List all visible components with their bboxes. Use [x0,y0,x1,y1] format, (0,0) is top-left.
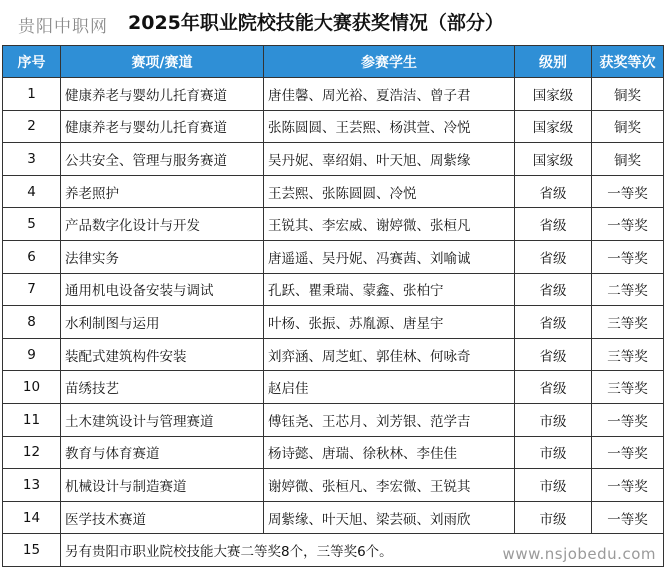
row-index-cell: 5 [3,208,61,241]
event-cell: 苗绣技艺 [61,371,264,404]
students-cell: 赵启佳 [264,371,515,404]
table-row [3,78,664,111]
level-cell: 市级 [515,436,592,469]
level-cell: 市级 [515,469,592,502]
table-row [3,240,664,273]
students-cell: 谢婷微、张桓凡、李宏微、王锐其 [264,469,515,502]
award-cell: 一等奖 [592,469,664,502]
award-cell: 一等奖 [592,436,664,469]
column-header-level: 级别 [515,46,592,78]
row-index-cell: 10 [3,371,61,404]
awards-table [2,45,664,567]
event-cell: 装配式建筑构件安装 [61,338,264,371]
students-cell: 傅钰尧、王芯月、刘芳银、范学吉 [264,403,515,436]
students-cell: 唐遥遥、吴丹妮、冯赛茜、刘喻诚 [264,240,515,273]
award-cell: 一等奖 [592,501,664,534]
table-header-row [3,46,664,78]
row-index-cell: 3 [3,143,61,176]
award-cell: 三等奖 [592,338,664,371]
table-row [3,501,664,534]
url-watermark: www.nsjobedu.com [502,545,656,563]
row-index-cell: 4 [3,175,61,208]
award-cell: 一等奖 [592,175,664,208]
level-cell: 省级 [515,240,592,273]
award-cell: 一等奖 [592,240,664,273]
event-cell: 土木建筑设计与管理赛道 [61,403,264,436]
table-body [3,78,664,567]
row-index-cell: 12 [3,436,61,469]
table-row [3,371,664,404]
students-cell: 刘弈涵、周芝虹、郭佳林、何咏奇 [264,338,515,371]
level-cell: 国家级 [515,78,592,111]
award-cell: 一等奖 [592,208,664,241]
table-row [3,143,664,176]
students-cell: 叶杨、张振、苏胤源、唐星宇 [264,306,515,339]
award-cell: 三等奖 [592,371,664,404]
level-cell: 省级 [515,306,592,339]
students-cell: 张陈圆圆、王芸熙、杨淇萱、冷悦 [264,110,515,143]
table-row [3,469,664,502]
column-header-students: 参赛学生 [264,46,515,78]
column-header-index: 序号 [3,46,61,78]
table-row [3,273,664,306]
event-cell: 法律实务 [61,240,264,273]
site-watermark: 贵阳中职网 [18,17,108,37]
event-cell: 产品数字化设计与开发 [61,208,264,241]
level-cell: 省级 [515,175,592,208]
award-cell: 一等奖 [592,403,664,436]
row-index-cell: 11 [3,403,61,436]
event-cell: 公共安全、管理与服务赛道 [61,143,264,176]
students-cell: 孔跃、瞿秉瑞、蒙鑫、张柏宁 [264,273,515,306]
event-cell: 健康养老与婴幼儿托育赛道 [61,78,264,111]
table-row [3,403,664,436]
level-cell: 省级 [515,371,592,404]
event-cell: 教育与体育赛道 [61,436,264,469]
level-cell: 市级 [515,501,592,534]
level-cell: 国家级 [515,143,592,176]
event-cell: 医学技术赛道 [61,501,264,534]
students-cell: 杨诗懿、唐瑞、徐秋林、李佳佳 [264,436,515,469]
column-header-award: 获奖等次 [592,46,664,78]
award-cell: 三等奖 [592,306,664,339]
row-index-cell: 6 [3,240,61,273]
students-cell: 王锐其、李宏威、谢婷微、张桓凡 [264,208,515,241]
event-cell: 养老照护 [61,175,264,208]
row-index-cell: 15 [3,534,61,567]
row-index-cell: 14 [3,501,61,534]
title-bar [0,0,664,44]
event-cell: 健康养老与婴幼儿托育赛道 [61,110,264,143]
level-cell: 省级 [515,338,592,371]
column-header-event: 赛项/赛道 [61,46,264,78]
level-cell: 省级 [515,208,592,241]
students-cell: 唐佳馨、周光裕、夏浩洁、曾子君 [264,78,515,111]
event-cell: 机械设计与制造赛道 [61,469,264,502]
level-cell: 市级 [515,403,592,436]
row-index-cell: 9 [3,338,61,371]
table-row [3,175,664,208]
award-cell: 铜奖 [592,78,664,111]
table-row [3,306,664,339]
row-index-cell: 13 [3,469,61,502]
event-cell: 水利制图与运用 [61,306,264,339]
table-row [3,436,664,469]
students-cell: 吴丹妮、辜绍娟、叶天旭、周紫缘 [264,143,515,176]
award-cell: 铜奖 [592,143,664,176]
award-cell: 二等奖 [592,273,664,306]
row-index-cell: 2 [3,110,61,143]
students-cell: 周紫缘、叶天旭、梁芸硕、刘雨欣 [264,501,515,534]
award-cell: 铜奖 [592,110,664,143]
row-index-cell: 1 [3,78,61,111]
event-cell: 通用机电设备安装与调试 [61,273,264,306]
level-cell: 省级 [515,273,592,306]
table-row [3,110,664,143]
level-cell: 国家级 [515,110,592,143]
students-cell: 王芸熙、张陈圆圆、冷悦 [264,175,515,208]
table-row [3,208,664,241]
page-title: 2025年职业院校技能大赛获奖情况（部分） [128,12,504,34]
note-cell: 另有贵阳市职业院校技能大赛二等奖8个，三等奖6个。 [61,534,664,567]
table-row [3,338,664,371]
row-index-cell: 7 [3,273,61,306]
row-index-cell: 8 [3,306,61,339]
